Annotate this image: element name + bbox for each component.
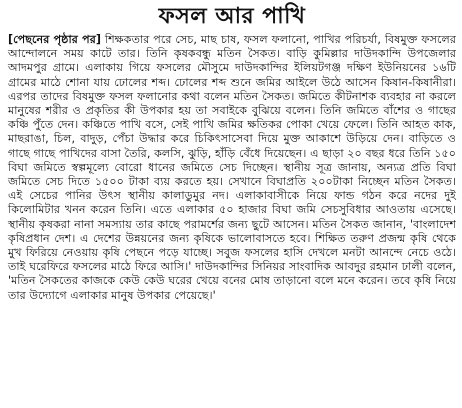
headline: ফসল আর পাখি (158, 4, 306, 29)
article-body (8, 33, 456, 303)
continuation-note: [পেছনের পৃষ্ঠার পর] (8, 33, 101, 46)
article-text: শিক্ষকতার পরে সেচ, মাছ চাষ, ফসল ফলানো, পাখির পরিচর্যা, বিষমুক্ত ফসলের আন্দোলনে সময় কাটে তার। তিনি কৃষকবন্ধু মতিন সৈকত। বাড়ি কুমিল্লার দাউদকান্দি উপজেলার আদমপুর গ্রামে। এলাকায় গিয়ে ফসলের মৌসুমে দাউদকান্দির ইলিয়টগঞ্জ দক্ষিণ ইউনিয়নের ১৬টি গ্রামের মাঠে শোনা যায় ঢোলের শব্দ। ঢোলের শব্দ শুনে জমির আইলে উঠে আসেন কিষান-কিষানীরা। এরপর তাদের বিষমুক্ত ফসল ফলানোর কথা বলেন মতিন সৈকত। জমিতে কীটনাশক ব্যবহার না করলে মানুষের শরীর ও প্রকৃতির কী উপকার হয় তা সবাইকে বুঝিয়ে বলেন। তিনি জমিতে বাঁশের ও গাছের কঞ্চি পুঁতে দেন। কঞ্চিতে পাখি বসে, সেই পাখি জমির ক্ষতিকর পোকা খেয়ে ফেলে। তিনি আহত কাক, মাছরাঙা, চিল, বাদুড়, পেঁচা উদ্ধার করে চিকিৎসাসেবা দিয়ে মুক্ত আকাশে উড়িয়ে দেন। বাড়িতে ও গাছে গাছে পাখিদের বাসা তৈরি, কলসি, ঝুড়ি, হাঁড়ি বেঁধে দিয়েছেন। এ ছাড়া ২০ বছর ধরে তিনি ১৫০ বিঘা জমিতে স্বল্পমূল্যে বোরো ধানের জমিতে সেচ দিচ্ছেন। স্থানীয় সূত্র জানায়, অন্যত্র প্রতি বিঘা জমিতে সেচ দিতে ১৫০০ টাকা ব্যয় করতে হয়। সেখানে বিঘাপ্রতি ২০০টাকা নিচ্ছেন মতিন সৈকত। এই সেচের পানির উৎস স্থানীয় কালাডুমুর নদ। এলাকাবাসীকে নিয়ে ফান্ড গঠন করে নদের দুই কিলোমিটার খনন করেন তিনি। এতে এলাকার ৫০ হাজার বিঘা জমি সেচসুবিধার আওতায় এসেছে। স্থানীয় কৃষকরা নানা সমস্যায় তার কাছে পরামর্শের জন্য ছুটে আসেন। মতিন সৈকত জানান, 'বাংলাদেশ কৃষিপ্রধান দেশ। এ দেশের উন্নয়নের জন্য কৃষিকে ভালোবাসতে হবে। শিক্ষিত তরুণ প্রজন্ম কৃষি থেকে মুখ ফিরিয়ে নেওয়ায় কৃষি পেছনে পড়ে যাচ্ছে। সবুজ ফসলের হাসি দেখলে মনটা আনন্দে নেচে ওঠে। তাই ঘরেফিরে ফসলের মাঠে ফিরে আসি।' দাউদকান্দির সিনিয়র সাংবাদিক আবদুর রহমান ঢালী বলেন, 'মতিন সৈকতের কাজকে কেউ কেউ ঘরের খেয়ে বনের মোষ তাড়ানো বলে মনে করেন। তবে কৃষি নিয়ে তার উদ্যোগে এলাকার মানুষ উপকার পেয়েছে।' (8, 33, 456, 302)
